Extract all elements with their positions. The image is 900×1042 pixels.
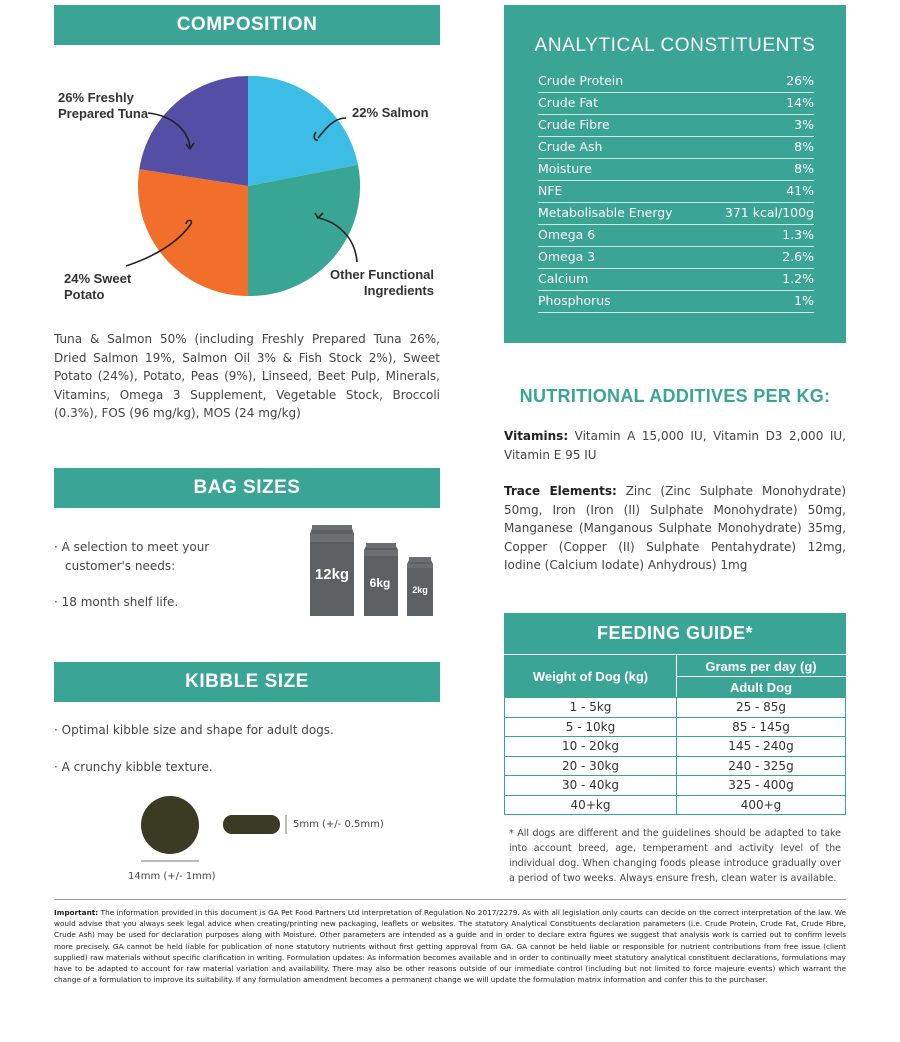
- ac-row-omega-6: Omega 6 1.3%: [538, 225, 814, 247]
- feeding-guide-title: FEEDING GUIDE*: [596, 623, 754, 643]
- feeding-col-adult-subheader: Adult Dog: [677, 677, 846, 698]
- feeding-col-weight-header: Weight of Dog (kg): [505, 656, 677, 698]
- kibble-bullet-texture: · A crunchy kibble texture.: [54, 760, 213, 774]
- ac-row-crude-protein: Crude Protein 26%: [538, 71, 814, 93]
- feeding-col-grams-header: Grams per day (g): [677, 656, 846, 677]
- bag-label-12kg: 12kg: [314, 566, 350, 583]
- ac-row-crude-ash: Crude Ash 8%: [538, 137, 814, 159]
- trace-elements-label: Trace Elements:: [504, 484, 617, 498]
- ac-row-metabolisable-energy: Metabolisable Energy 371 kcal/100g: [538, 203, 814, 225]
- ac-row-omega-3: Omega 3 2.6%: [538, 247, 814, 269]
- table-row: 40+kg 400+g: [505, 795, 846, 815]
- table-row: 20 - 30kg 240 - 325g: [505, 756, 846, 776]
- ac-row-calcium: Calcium 1.2%: [538, 269, 814, 291]
- kibble-illustration: [120, 790, 300, 870]
- analytical-constituents-panel: [504, 5, 846, 343]
- ac-row-phosphorus: Phosphorus 1%: [538, 291, 814, 313]
- table-row: 1 - 5kg 25 - 85g: [505, 698, 846, 718]
- kibble-diameter-label: 14mm (+/- 1mm): [128, 871, 216, 882]
- composition-title: COMPOSITION: [176, 14, 318, 35]
- vitamins-label: Vitamins:: [504, 429, 569, 443]
- pie-label-other: Other Functional Ingredients: [330, 267, 434, 298]
- vitamins-text: Vitamins: Vitamin A 15,000 IU, Vitamin D3 2,000 IU, Vitamin E 95 IU: [504, 429, 846, 462]
- kibble-thickness-label: 5mm (+/- 0.5mm): [293, 819, 384, 830]
- important-disclaimer: Important: The information provided in this document is GA Pet Food Partners Ltd interpretation of Regulation No 2017/2279. As with all legislation only courts can decide on the correct interpretation of the law. We would advise that you always seek legal advice when creating/printing new packaging, leaflets or websites. The statutory Analytical Constituents declaration parameters (i.e. Crude Protein, Crude Fat, Crude Fibre, Crude Ash) may be used for declaration purposes along with Moisture. Other parameters are intended as a guide and in order to declare extra figures we suggest that analysis work is carried out to confirm levels more precisely. GA cannot be held liable for publication of none statutory nutrients without first getting approval from GA. GA cannot be held liable or responsible for nutrient contributions from free issue (client supplied) raw materials without specific clarification in writing. Formulation updates: As information becomes available and in order to continually meet statutory analytical constituent declarations, formulations may have to be adapted to account for raw material variation and availability. There may also be other reasons outside of our immediate control (including but not limited to force majeure events) which warrant the change of a formulation to improve its suitability. If any formulation amendment becomes a permanent change we will update the formulation matrix information and confer this to the purchaser.: [54, 908, 846, 985]
- table-row: 5 - 10kg 85 - 145g: [505, 717, 846, 737]
- bag-label-6kg: 6kg: [369, 576, 391, 590]
- important-label: Important:: [54, 908, 99, 917]
- composition-text: Tuna & Salmon 50% (including Freshly Prepared Tuna 26%, Dried Salmon 19%, Salmon Oil 3% & Fish Stock 2%), Sweet Potato (24%), Potato, Peas (9%), Linseed, Beet Pulp, Minerals, Vitamins, Omega 3 Supplement, Vegetable Stock, Broccoli (0.3%), FOS (96 mg/kg), MOS (24 mg/kg): [54, 332, 440, 420]
- kibble-top-view: [141, 796, 199, 854]
- nutritional-additives-title: NUTRITIONAL ADDITIVES PER KG:: [519, 386, 831, 406]
- bag-label-2kg: 2kg: [412, 585, 428, 595]
- feeding-guide-table: [504, 655, 846, 815]
- bag-sizes-title: BAG SIZES: [193, 477, 301, 498]
- bag-sizes-banner: [54, 468, 440, 508]
- pie-label-tuna: 26% Freshly Prepared Tuna: [58, 90, 149, 121]
- feeding-footnote: * All dogs are different and the guidelines should be adapted to take into account breed, age, temperament and activity level of the individual dog. When changing foods please introduce gradually over a period of two weeks. Always ensure fresh, clean water is available.: [509, 828, 841, 884]
- kibble-banner: [54, 662, 440, 702]
- ac-row-nfe: NFE 41%: [538, 181, 814, 203]
- pie-label-salmon: 22% Salmon: [352, 105, 429, 120]
- analytical-title: ANALYTICAL CONSTITUENTS: [534, 35, 816, 56]
- divider: [54, 899, 846, 900]
- table-row: 10 - 20kg 145 - 240g: [505, 737, 846, 757]
- feeding-guide-banner: [504, 613, 846, 654]
- kibble-side-view: [223, 815, 280, 834]
- table-row: 30 - 40kg 325 - 400g: [505, 776, 846, 796]
- kibble-title: KIBBLE SIZE: [185, 671, 309, 692]
- ac-row-moisture: Moisture 8%: [538, 159, 814, 181]
- bag-bullet-shelf-life: · 18 month shelf life.: [54, 595, 179, 609]
- pie-label-sweet-potato: 24% Sweet Potato: [64, 271, 132, 302]
- bag-bullet-selection: · A selection to meet your customer's needs:: [54, 540, 210, 573]
- ac-row-crude-fibre: Crude Fibre 3%: [538, 115, 814, 137]
- trace-elements-text: Trace Elements: Zinc (Zinc Sulphate Monohydrate) 50mg, Iron (Iron (II) Sulphate Monohydrate) 50mg, Manganese (Manganous Sulphate Monohydrate) 35mg, Copper (Copper (II) Sulphate Pentahydrate) 12mg, Iodine (Calcium Iodate) Anhydrous) 1mg: [504, 484, 847, 572]
- kibble-bullet-shape: · Optimal kibble size and shape for adult dogs.: [54, 723, 334, 737]
- pie-slice-sweet-potato: [138, 169, 248, 296]
- ac-row-crude-fat: Crude Fat 14%: [538, 93, 814, 115]
- pie-slice-tuna: [139, 76, 248, 186]
